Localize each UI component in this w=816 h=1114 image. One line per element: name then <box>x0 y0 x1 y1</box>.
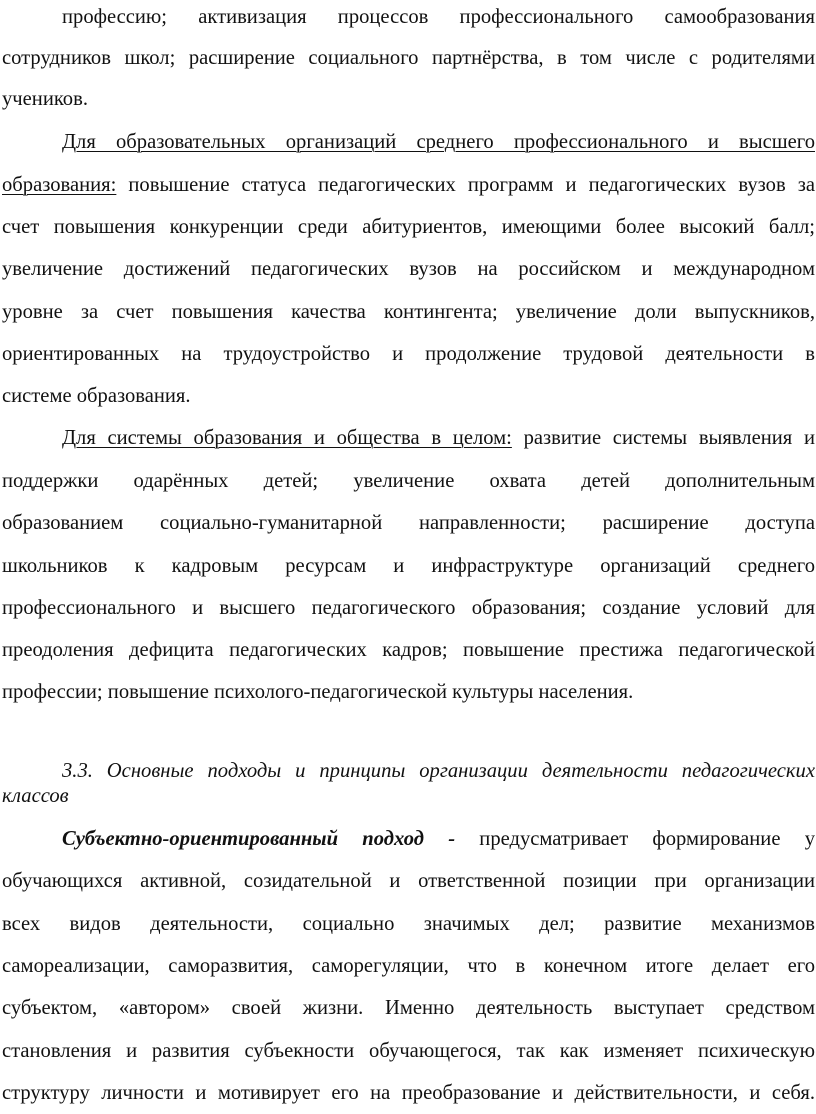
section-heading-line-1: 3.3. Основные подходы и принципы организации деятельности педагогических <box>62 760 815 782</box>
paragraph-2-line-3: счет повышения конкуренции среди абитуриентов, имеющими более высокий балл; <box>2 216 815 238</box>
paragraph-2-heading: Для образовательных организаций среднего профессионального и высшего <box>62 131 815 153</box>
paragraph-2-line-2 <box>2 170 815 200</box>
paragraph-4-term: Субъектно-ориентированный подход - <box>62 828 456 850</box>
paragraph-3-line-3: образованием социально-гуманитарной направленности; расширение доступа <box>2 512 815 534</box>
paragraph-4-line-1-text: предусматривает формирование у <box>455 828 815 850</box>
paragraph-4-line-6: становления и развития субъекности обучающегося, так как изменяет психическую <box>2 1040 815 1062</box>
paragraph-3-line-4: школьников к кадровым ресурсам и инфраструктуре организаций среднего <box>2 555 815 577</box>
paragraph-4-line-1 <box>62 824 815 854</box>
paragraph-3-line-2: поддержки одарённых детей; увеличение охвата детей дополнительным <box>2 470 815 492</box>
paragraph-1-line-1: профессию; активизация процессов профессионального самообразования <box>62 6 815 28</box>
paragraph-3-line-1-text: развитие системы выявления и <box>511 427 815 449</box>
paragraph-1-line-3: учеников. <box>2 88 88 110</box>
paragraph-3-line-5: профессионального и высшего педагогического образования; создание условий для <box>2 597 815 619</box>
paragraph-4-line-4: самореализации, саморазвития, саморегуляции, что в конечном итоге делает его <box>2 955 815 977</box>
paragraph-3-heading: Для системы образования и общества в целом: <box>62 427 512 449</box>
paragraph-3-line-1 <box>62 423 815 453</box>
paragraph-2-line-6: ориентированных на трудоустройство и продолжение трудовой деятельности в <box>2 343 815 365</box>
paragraph-4-line-5: субъектом, «автором» своей жизни. Именно деятельность выступает средством <box>2 997 815 1019</box>
paragraph-2-line-5: уровне за счет повышения качества контингента; увеличение доли выпускников, <box>2 301 815 323</box>
paragraph-1-line-2: сотрудников школ; расширение социального партнёрства, в том числе с родителями <box>2 47 815 69</box>
paragraph-3-line-7: профессии; повышение психолого-педагогической культуры населения. <box>2 681 634 703</box>
paragraph-4-line-3: всех видов деятельности, социально значимых дел; развитие механизмов <box>2 913 815 935</box>
paragraph-4-line-2: обучающихся активной, созидательной и ответственной позиции при организации <box>2 870 815 892</box>
paragraph-2-line-2-text: повышение статуса педагогических программ и педагогических вузов за <box>116 174 815 196</box>
paragraph-2-line-7: системе образования. <box>2 385 191 407</box>
section-heading-line-2: классов <box>2 785 69 807</box>
paragraph-4-line-7: структуру личности и мотивирует его на преобразование и действительности, и себя. <box>2 1082 815 1104</box>
paragraph-2-line-4: увеличение достижений педагогических вузов на российском и международном <box>2 258 815 280</box>
paragraph-2-heading-cont: образования: <box>2 174 117 196</box>
paragraph-3-line-6: преодоления дефицита педагогических кадров; повышение престижа педагогической <box>2 639 815 661</box>
